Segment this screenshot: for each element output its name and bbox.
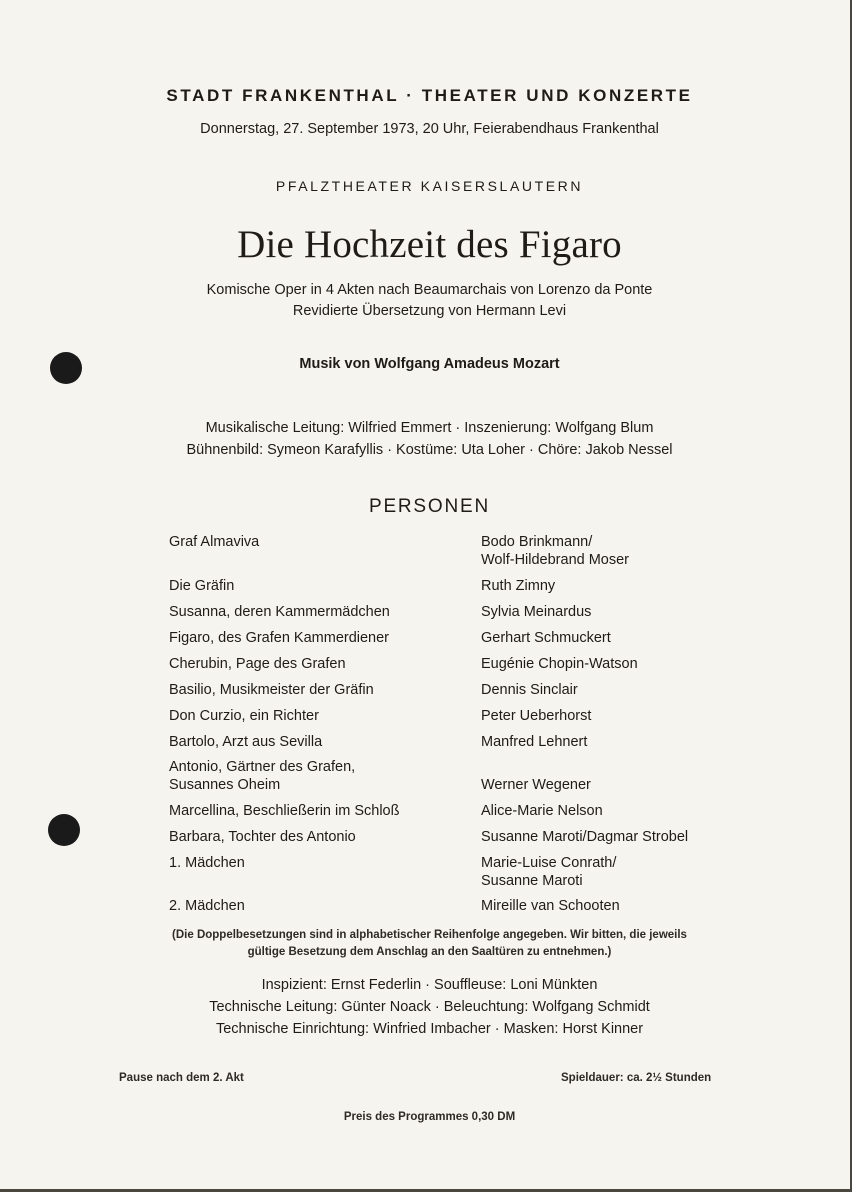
cast-role: 1. Mädchen [169, 855, 245, 871]
cast-singer: Gerhart Schmuckert [481, 630, 611, 646]
cast-role: Don Curzio, ein Richter [169, 708, 319, 724]
cast-role: Barbara, Tochter des Antonio [169, 829, 356, 845]
opera-subtitle: Komische Oper in 4 Akten nach Beaumarchais von Lorenzo da Ponte [206, 282, 653, 298]
cast-singer: Sylvia Meinardus [481, 604, 592, 620]
cast-singer: Alice-Marie Nelson [481, 803, 603, 819]
city-header: STADT FRANKENTHAL · THEATER UND KONZERTE [166, 86, 693, 105]
cast-singer: Manfred Lehnert [481, 734, 588, 750]
cast-singer [481, 533, 629, 569]
cast-role: Susanna, deren Kammermädchen [169, 604, 390, 620]
cast-singer-name: Bodo Brinkmann/ Wolf-Hildebrand Moser [481, 534, 630, 568]
cast-singer: Ruth Zimny [481, 578, 556, 594]
crew-credits-3: Technische Einrichtung: Winfried Imbacher · Masken: Horst Kinner [215, 1021, 644, 1037]
cast-role: 2. Mädchen [169, 898, 245, 914]
cast-singer: Marie-Luise Conrath/ Susanne Maroti [481, 855, 617, 889]
cast-role: Graf Almaviva [169, 534, 260, 550]
performance-date: Donnerstag, 27. September 1973, 20 Uhr, Feierabendhaus Frankenthal [200, 121, 659, 137]
composer-credit: Musik von Wolfgang Amadeus Mozart [299, 356, 560, 372]
cast-singer: Peter Ueberhorst [481, 708, 592, 724]
cast-role: Bartolo, Arzt aus Sevilla [169, 734, 323, 750]
cast-role: Antonio, Gärtner des Grafen, Susannes Oheim [169, 759, 356, 793]
cast-role: Cherubin, Page des Grafen [169, 656, 346, 672]
company-name: PFALZTHEATER KAISERSLAUTERN [275, 178, 584, 194]
intermission-note: Pause nach dem 2. Akt [119, 1072, 244, 1084]
cast-singer: Dennis Sinclair [481, 682, 578, 698]
cast-note-1: (Die Doppelbesetzungen sind in alphabetischer Reihenfolge angegeben. Wir bitten, die jeweils [172, 929, 687, 941]
crew-credits-2: Technische Leitung: Günter Noack · Beleuchtung: Wolfgang Schmidt [209, 999, 650, 1015]
cast-singer: Eugénie Chopin-Watson [481, 656, 638, 672]
cast-role: Die Gräfin [169, 578, 235, 594]
cast-role: Figaro, des Grafen Kammerdiener [169, 630, 390, 646]
program-price: Preis des Programmes 0,30 DM [343, 1111, 516, 1123]
cast-heading: PERSONEN [368, 496, 491, 517]
cast-role: Marcellina, Beschließerin im Schloß [169, 803, 400, 819]
cast-singer: Mireille van Schooten [481, 898, 620, 914]
opera-title: Die Hochzeit des Figaro [237, 223, 622, 266]
cast-singer: Werner Wegener [481, 777, 591, 793]
punch-hole-bottom [48, 814, 80, 846]
staff-credits-1: Musikalische Leitung: Wilfried Emmert · Inszenierung: Wolfgang Blum [205, 420, 654, 436]
crew-credits-1: Inspizient: Ernst Federlin · Souffleuse: Loni Münkten [261, 977, 598, 993]
cast-note-2: gültige Besetzung dem Anschlag an den Saaltüren zu entnehmen.) [247, 946, 612, 958]
cast-singer: Susanne Maroti/Dagmar Strobel [481, 829, 689, 845]
staff-credits-2: Bühnenbild: Symeon Karafyllis · Kostüme: Uta Loher · Chöre: Jakob Nessel [186, 442, 673, 458]
translation-credit: Revidierte Übersetzung von Hermann Levi [292, 303, 567, 319]
running-time: Spieldauer: ca. 2½ Stunden [561, 1072, 712, 1084]
cast-role: Basilio, Musikmeister der Gräfin [169, 682, 374, 698]
